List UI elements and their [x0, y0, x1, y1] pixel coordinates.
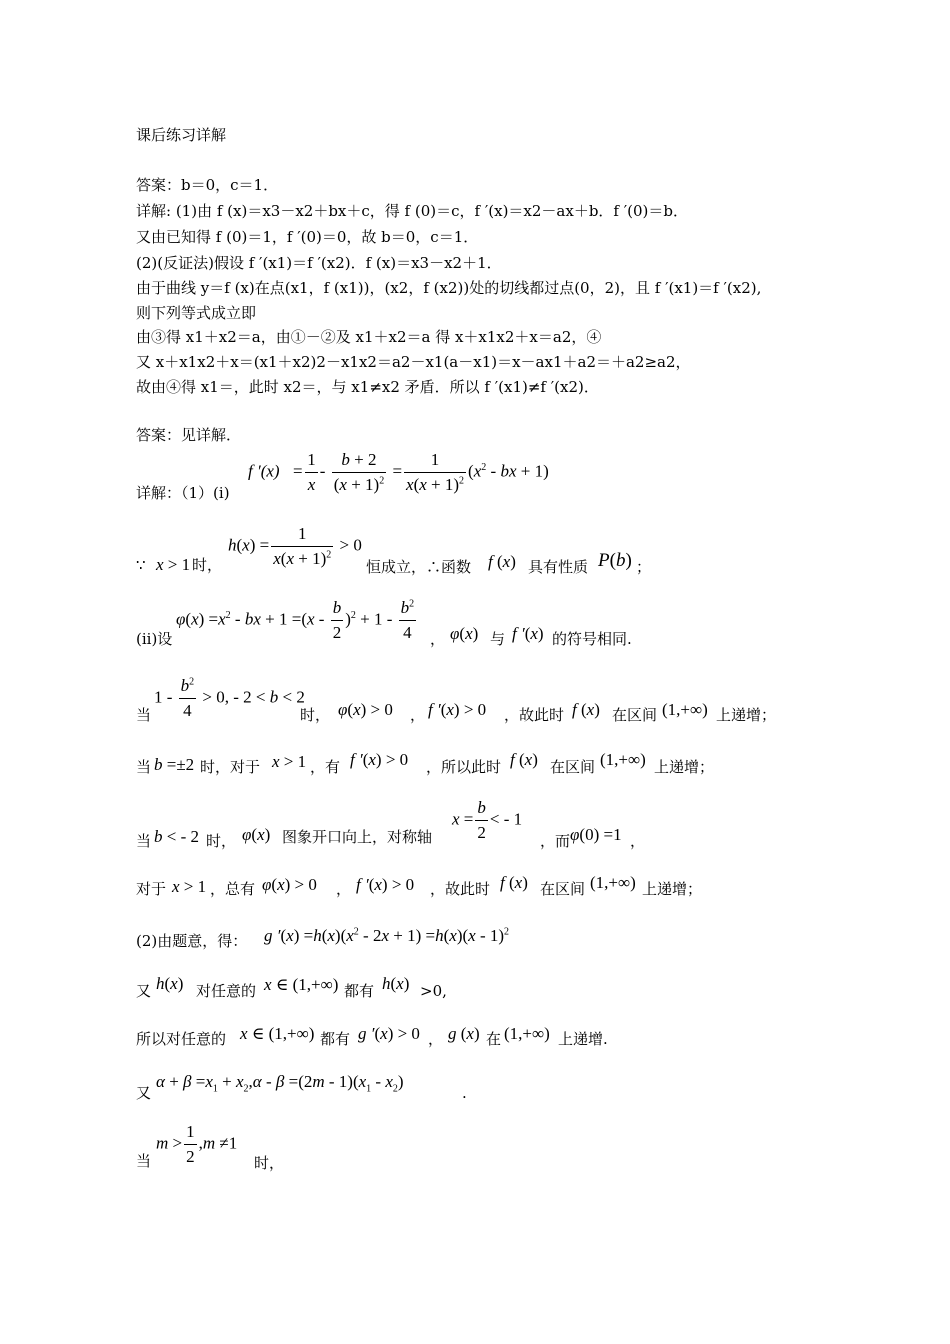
line6-graph: 图象开口向上，对称轴 [282, 828, 433, 846]
line2-when: 时， [192, 556, 223, 574]
line10-on: 在 [486, 1030, 502, 1048]
line2-because: ∵ [136, 556, 146, 574]
line5-when: 当 [136, 758, 152, 776]
line7-increasing: 上递增； [642, 880, 703, 898]
line7-so: ，故此时 [430, 880, 491, 898]
g-derivative: g $'(x) =h(x)(x^2 - 2x + 1) =h(x)(x - 1)^2$ [264, 926, 510, 945]
line3-same-sign: 的符号相同. [552, 630, 632, 648]
fx-2: f (x) [572, 700, 600, 719]
p-of-b: P(b) [598, 550, 632, 571]
phi-x-2: φ(x) [242, 825, 271, 844]
line4-when: 当 [136, 706, 152, 724]
b-lt-neg2: b < - 2 [154, 827, 199, 846]
interval-1: (1,+∞) [662, 700, 708, 719]
x-in-interval-1: x ∈ (1,+∞) [264, 975, 339, 994]
cond-x-gt-1: x > 1 [156, 555, 191, 574]
line4-comma: ， [410, 706, 426, 724]
derivative-formula: f ′(x) = $\frac{1}{x}$ - $\frac{b + 2}{(x + 1)^2}$ = $\frac{1}{x(x + 1)^2}$ ($x^2$ - bx + 1) [248, 450, 549, 494]
line4-interval: 在区间 [612, 706, 658, 724]
line7-comma: ， [336, 880, 352, 898]
detail-line-3: (2)(反证法)假设 f ′(x1)＝f ′(x2)．f (x)＝x3－x2＋1． [136, 254, 502, 272]
fx-3: f (x) [510, 750, 538, 769]
line5-for: 时，对于 [200, 758, 261, 776]
line3-comma: ， [430, 630, 446, 648]
interval-4: (1,+∞) [504, 1024, 550, 1043]
line5-increasing: 上递增； [654, 758, 715, 776]
line10-so-any: 所以对任意的 [136, 1030, 227, 1048]
answer-2: 答案：见详解． [136, 426, 242, 444]
line3-let: (ii)设 [136, 630, 173, 648]
cond-x-gt-1-c: x > 1 [172, 877, 207, 896]
line9-all: 都有 [344, 982, 375, 1000]
line7-always: ，总有 [210, 880, 256, 898]
line9-also: 又 [136, 982, 152, 1000]
fprime-pos-2: f ′(x) > 0 [350, 750, 409, 769]
line2-property: 具有性质 [528, 558, 589, 576]
fprime-pos-1: f ′(x) > 0 [428, 700, 487, 719]
phi-formula: $\varphi(x) =x^2$ - bx + 1 =(x - $\frac{b}{2}$ )$^2$ + 1 - $\frac{b^2}{4}$ [176, 598, 415, 642]
interval-3: (1,+∞) [590, 873, 636, 892]
detail-line-5: 则下列等式成立即 [136, 304, 257, 322]
detail-line-1: 详解: (1)由 f (x)＝x3－x2＋bx＋c，得 f (0)＝c，f ′(x)＝x2－ax＋b．f ′(0)＝b． [136, 202, 688, 220]
x-in-interval-2: x ∈ (1,+∞) [240, 1024, 315, 1043]
line4-time: 时， [300, 706, 331, 724]
line12-when: 当 [136, 1152, 152, 1170]
fprime-1: f ′(x) [512, 624, 544, 643]
alpha-beta-formula: $\alpha + \beta =x_1 + x_2,\alpha - \beta =(2m - 1)(x_1 - x_2)$ [156, 1072, 404, 1095]
line3-and: 与 [490, 630, 506, 648]
h-x-1: h(x) [156, 974, 184, 993]
detail-line-6: 由③得 x1＋x2＝a，由①－②及 x1＋x2＝a 得 x＋x1x2＋x＝a2，④ [136, 328, 602, 346]
line10-all: 都有 [320, 1030, 351, 1048]
line5-interval: 在区间 [550, 758, 596, 776]
detail-line-7: 又 x＋x1x2＋x＝(x1＋x2)2－x1x2＝a2－x1(a－x1)＝x－ax1＋a2＝＋a2≥a2， [136, 353, 691, 371]
line9-any: 对任意的 [196, 982, 257, 1000]
h-x-2: h(x) [382, 974, 410, 993]
line6-while: ，而 [540, 832, 571, 850]
line4-so: ，故此时 [504, 706, 565, 724]
line5-so: ，所以此时 [426, 758, 502, 776]
line5-have: ，有 [310, 758, 341, 776]
line2-end: ； [636, 558, 652, 576]
line10-comma: ， [428, 1030, 444, 1048]
fx-1: f (x) [488, 552, 516, 571]
line6-when: 当 [136, 832, 152, 850]
line9-pos: >0, [420, 982, 447, 1000]
detail-line-8: 故由④得 x1＝，此时 x2＝，与 x1≠x2 矛盾．所以 f ′(x1)≠f ′(x2)． [136, 378, 599, 396]
line6-time: 时， [206, 832, 237, 850]
interval-2: (1,+∞) [600, 750, 646, 769]
line7-interval: 在区间 [540, 880, 586, 898]
answer-1: 答案：b＝0，c＝1． [136, 176, 279, 194]
cond-b-range: 1 - $\frac{b^2}{4}$ > 0, - 2 < b < 2 [154, 676, 305, 720]
line11-also: 又 [136, 1084, 152, 1102]
h-formula: h(x) = $\frac{1}{x(x + 1)^2}$ > 0 [228, 524, 362, 568]
g-prime-pos: g ′(x) > 0 [358, 1024, 420, 1043]
page-title: 课后练习详解 [136, 126, 227, 144]
phi-pos-1: φ(x) > 0 [338, 700, 393, 719]
fx-4: f (x) [500, 873, 528, 892]
detail-line-4: 由于曲线 y＝f (x)在点(x1，f (x1))，(x2，f (x2))处的切线都过点(0，2)，且 f ′(x1)＝f ′(x2), [136, 279, 762, 297]
line8-by-question: (2)由题意，得： [136, 932, 248, 950]
line11-end: . [462, 1084, 467, 1102]
axis-of-symmetry: x = $\frac{b}{2}$ < - 1 [452, 798, 523, 842]
cond-x-gt-1-b: x > 1 [272, 752, 307, 771]
detail-2-prefix: 详解：（1）(i) [136, 484, 230, 502]
line2-always: 恒成立，∴函数 [366, 558, 472, 576]
m-condition: m > $\frac{1}{2}$ ,m ≠1 [156, 1122, 238, 1166]
line7-for: 对于 [136, 880, 167, 898]
line10-increasing: 上递增. [558, 1030, 608, 1048]
line4-increasing: 上递增； [716, 706, 777, 724]
phi-zero: φ(0) =1 [570, 825, 622, 844]
g-x: g (x) [448, 1024, 480, 1043]
phi-pos-2: φ(x) > 0 [262, 875, 317, 894]
line12-time: 时， [254, 1154, 285, 1172]
detail-line-2: 又由已知得 f (0)＝1，f ′(0)＝0，故 b＝0，c＝1． [136, 228, 479, 246]
phi-x-1: φ(x) [450, 624, 479, 643]
b-eq-pm2: b =±2 [154, 755, 195, 774]
fprime-pos-3: f ′(x) > 0 [356, 875, 415, 894]
line6-end: ， [630, 832, 646, 850]
